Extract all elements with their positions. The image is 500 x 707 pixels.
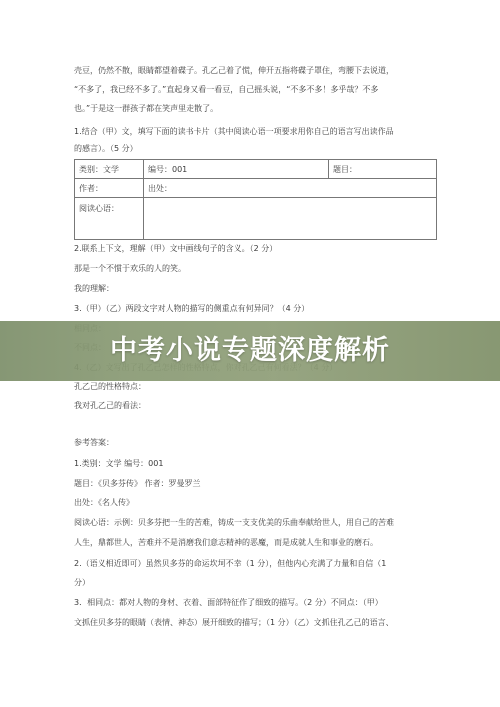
reading-card-table [74,159,437,240]
question-2-prompt: 2.联系上下文，理解（甲）文中画线句子的含义。（2 分） [74,244,278,253]
card-author: 作者： [79,184,103,193]
passage-line-3: 也。”于是这一群孩子都在笑声里走散了。 [74,104,219,113]
card-number: 编号：001 [148,165,188,174]
answer-1-title: 题目：《贝多芬传》 作者：罗曼罗兰 [74,479,201,488]
card-reflection: 阅读心语： [79,204,119,213]
question-2-sentence: 那是一个不惯于欢乐的人的笑。 [74,264,186,273]
question-4-view: 我对孔乙己的看法： [74,401,146,410]
question-2-answer-label: 我的理解： [74,284,114,293]
card-title: 题目： [333,165,357,174]
answer-2-cont: 分） [74,578,90,587]
answer-3: 3．相同点：都对人物的身材、衣着、面部特征作了细致的描写。（2 分）不同点：（甲） [74,598,383,607]
question-1-prompt: 1.结合（甲）文，填写下面的读书卡片（其中阅读心语一项要求用你自己的语言写出读作品 [74,127,394,136]
card-category: 类别：文学 [79,165,119,174]
answer-1-reflection: 阅读心语：示例：贝多芬把一生的苦难，铸成一支支优美的乐曲奉献给世人，用自己的苦难 [74,518,394,527]
answer-1-reflection-cont: 人生，鼎都世人，苦难并不是消磨我们意志精神的恶魔，而是成就人生和事业的磨石。 [74,538,378,547]
answers-heading: 参考答案： [74,438,114,447]
question-1-prompt-cont: 的感言）。（5 分） [74,144,138,153]
answer-2: 2.（语义相近即可）虽然贝多芬的命运坎坷不幸（1 分），但他内心充满了力量和自信（1 [74,559,387,568]
passage-line-2: “不多了，我已经不多了。”直起身又看一看豆，自己摇头说，“不多不多！多乎哉？不多 [74,85,379,94]
answer-1: 1.类别：文学 编号：001 [74,459,164,468]
card-source: 出处： [148,184,172,193]
question-4-trait: 孔乙己的性格特点： [74,382,146,391]
passage-line-1: 壳豆，仍然不散，眼睛都望着碟子。孔乙己着了慌，伸开五指将碟子罩住，弯腰下去说道， [74,66,394,75]
answer-3-cont: 文抓住贝多芬的眼睛（表情、神态）展开细致的描写；（1 分）（乙）文抓住孔乙己的语言、 [74,618,394,627]
banner-title: 中考小说专题深度解析 [110,335,390,366]
answer-1-source: 出处：《名人传》 [74,498,134,507]
question-3-prompt: 3.（甲）（乙）两段文字对人物的描写的侧重点有何异同？（4 分） [74,304,310,313]
